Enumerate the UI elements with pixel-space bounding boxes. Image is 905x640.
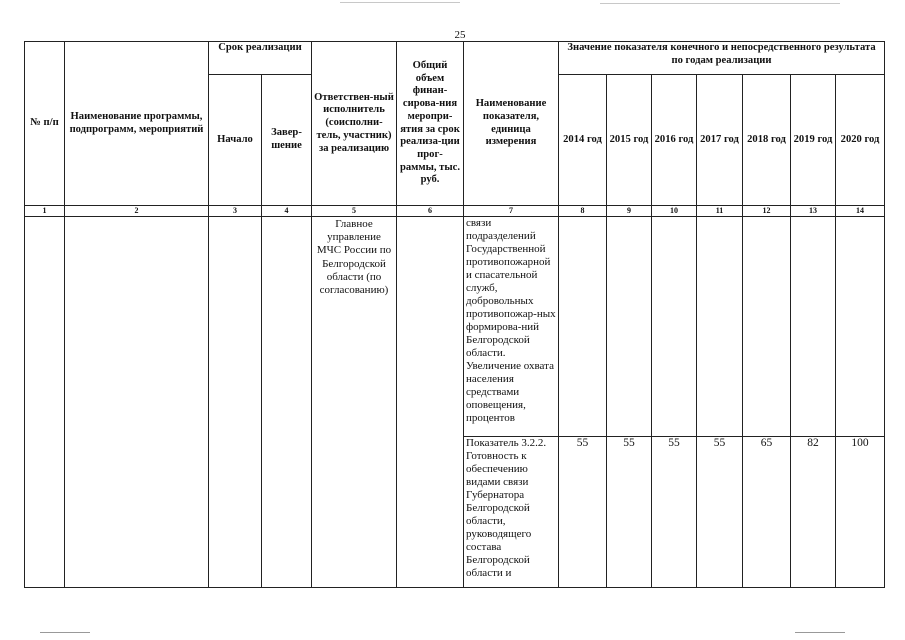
header-volume: Общий объем финан-сирова-ния меропри-ятия за срок реализа-ции прог-раммы, тыс. руб. (397, 42, 464, 206)
header-name: Наименование программы, подпрограмм, мероприятий (65, 42, 209, 206)
header-values: Значение показателя конечного и непосредственного результата по годам реализации (559, 42, 885, 75)
col-number: 8 (559, 206, 607, 217)
cell-indicator: Показатель 3.2.2. Готовность к обеспечению видами связи Губернатора Белгородской области, руководящего состава Белгородской области и (464, 437, 559, 588)
col-number: 10 (652, 206, 697, 217)
table-row (25, 217, 885, 437)
cell-executor: Главное управление МЧС России по Белгородской области (по согласованию) (312, 217, 397, 588)
col-number: 3 (209, 206, 262, 217)
scan-artifact-top-right (600, 3, 840, 4)
header-executor: Ответствен-ный исполнитель (соисполни-тель, участник) за реализацию (312, 42, 397, 206)
cell-volume (397, 217, 464, 588)
cell-name (65, 217, 209, 588)
header-indicator: Наименование показателя, единица измерения (464, 42, 559, 206)
header-year-2017: 2017 год (697, 75, 743, 206)
col-number: 4 (262, 206, 312, 217)
cell-value: 55 (652, 437, 697, 588)
cell-value: 55 (607, 437, 652, 588)
col-number: 14 (836, 206, 885, 217)
cell-value: 100 (836, 437, 885, 588)
header-year-2018: 2018 год (743, 75, 791, 206)
header-start: Начало (209, 75, 262, 206)
cell-num (25, 217, 65, 588)
col-number: 7 (464, 206, 559, 217)
cell-value (697, 217, 743, 437)
cell-value (791, 217, 836, 437)
cell-value (607, 217, 652, 437)
header-year-2019: 2019 год (791, 75, 836, 206)
header-num: № п/п (25, 42, 65, 206)
header-year-2016: 2016 год (652, 75, 697, 206)
cell-value: 82 (791, 437, 836, 588)
scan-artifact-bottom-right (795, 632, 845, 633)
scan-artifact-bottom-left (40, 632, 90, 633)
header-year-2014: 2014 год (559, 75, 607, 206)
cell-value (559, 217, 607, 437)
col-number: 13 (791, 206, 836, 217)
header-end: Завер-шение (262, 75, 312, 206)
col-number: 2 (65, 206, 209, 217)
cell-value: 65 (743, 437, 791, 588)
header-year-2020: 2020 год (836, 75, 885, 206)
cell-value: 55 (697, 437, 743, 588)
cell-value (743, 217, 791, 437)
col-number: 11 (697, 206, 743, 217)
col-number: 6 (397, 206, 464, 217)
indicators-table (24, 41, 885, 588)
cell-value: 55 (559, 437, 607, 588)
col-number: 9 (607, 206, 652, 217)
scan-artifact-top (340, 2, 460, 3)
header-term: Срок реализации (209, 42, 312, 75)
cell-value (652, 217, 697, 437)
header-year-2015: 2015 год (607, 75, 652, 206)
cell-indicator: связи подразделений Государственной противопожарной и спасательной служб, добровольных противопожар-ных формирова-ний Белгородской области. Увеличение охвата населения средствами оповещения, процентов (464, 217, 559, 437)
cell-value (836, 217, 885, 437)
page-number: 25 (454, 29, 466, 41)
col-number: 1 (25, 206, 65, 217)
col-number: 12 (743, 206, 791, 217)
cell-end (262, 217, 312, 588)
cell-start (209, 217, 262, 588)
col-number: 5 (312, 206, 397, 217)
